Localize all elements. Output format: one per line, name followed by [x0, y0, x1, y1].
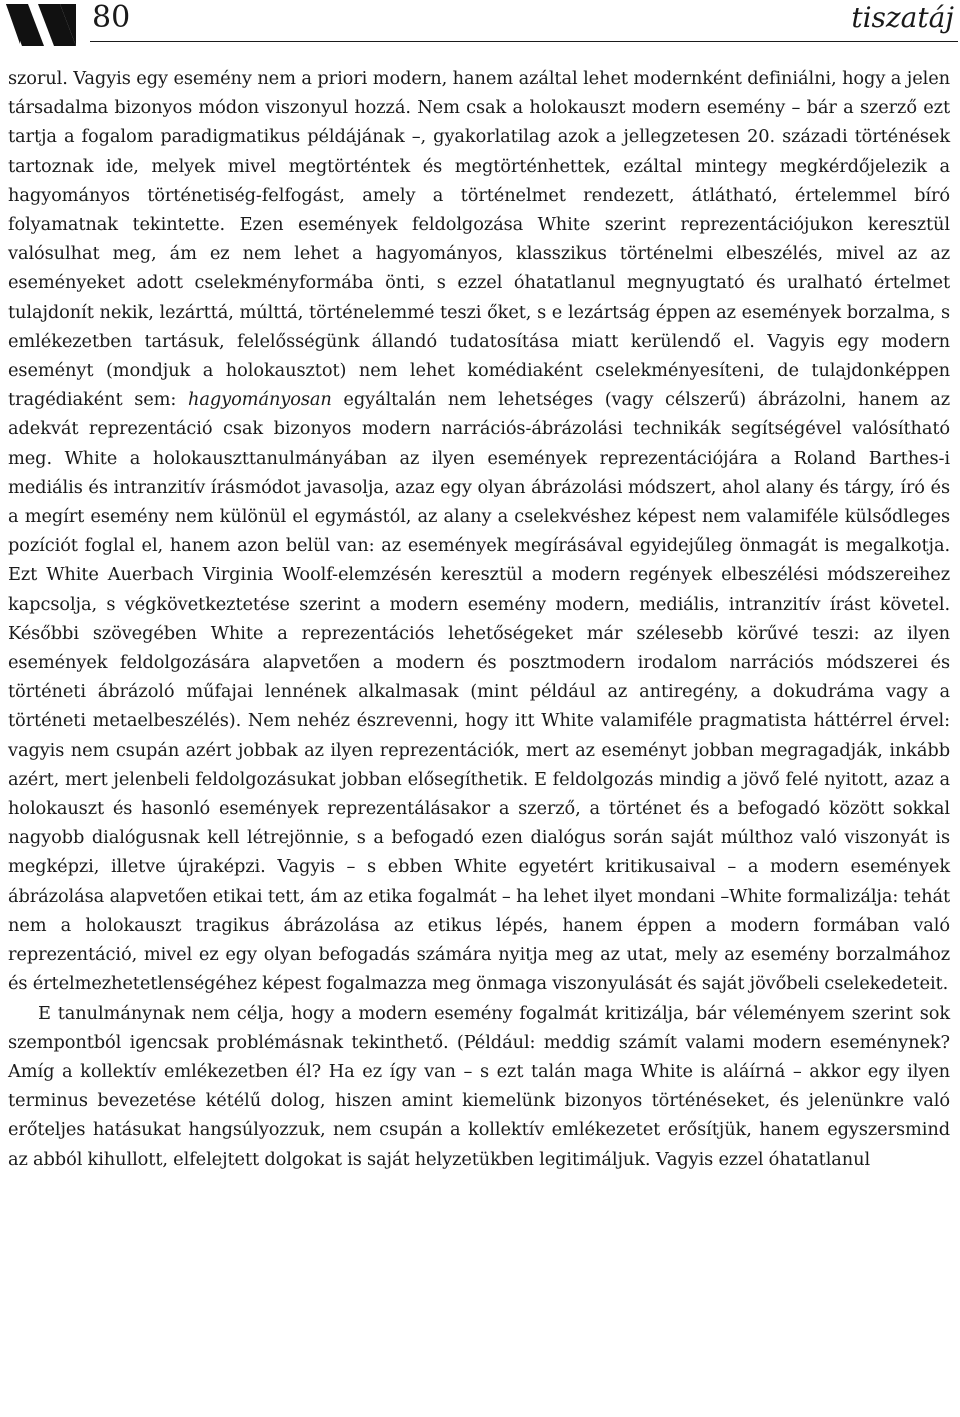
paragraph-1-text-b: egyáltalán nem lehetséges (vagy célszerű) ábrázolni, hanem az adekvát reprezentáció csak bizonyos modern narrációs-ábrázolási technikák segítségével valósítható meg. White a holokauszttanulmányában az ilyen események reprezentációjára a Roland Barthes-i mediális és intranzitív írásmódot javasolja, azaz egy olyan ábrázolási módszert, ahol alany és tárgy, író és a megírt esemény nem különül el egymástól, az alany a cselekvéshez képest nem valamiféle külsődleges pozíciót foglal el, hanem azon belül van: az események megírásával egyidejűleg önmagát is megalkotja. Ezt White Auerbach Virginia Woolf-elemzésén keresztül a modern regények elbeszélési módszereihez kapcsolja, s végkövetkeztetése szerint a modern esemény modern, mediális, intranzitív írást követel. Későbbi szövegében White a reprezentációs lehetőségeket már szélesebb körűvé teszi: az ilyen események feldolgozására alapvetően a modern és posztmodern irodalom narrációs módszerei és történeti ábrázoló műfajai lennének alkalmasak (mint például az antiregény, a dokudráma vagy a történeti metaelbeszélés). Nem nehéz észrevenni, hogy itt White valamiféle pragmatista háttérrel érvel: vagyis nem csupán azért jobbak az ilyen reprezentációk, mert az eseményt jobban megragadják, inkább azért, mert jelenbeli feldolgozásukat jobban elősegíthetik. E feldolgozás mindig a jövő felé nyitott, azaz a holokauszt és hasonló események reprezentálásakor a szerző, a történet és a befogadó között sokkal nagyobb dialógusnak kell létrejönnie, s a befogadó ezen dialógus során saját múlthoz való viszonyát is megképzi, illetve újraképzi. Vagyis – s ebben White egyetért kritikusaival – a modern események ábrázolása alapvetően etikai tett, ám az etika fogalmát – ha lehet ilyet mondani –White formalizálja: tehát nem a holokauszt tragikus ábrázolása az etikus lépés, hanem éppen a modern formában való reprezentáció, mivel ez egy olyan befogadás számára nyitja meg az utat, mely az esemény borzalmához és értelmezhetetlenségéhez képest fogalmazza meg önmaga viszonyulását és saját jövőbeli cselekedeteit. — [8, 389, 950, 995]
journal-title: tiszatáj — [851, 1, 954, 34]
emphasis-hagyomanyosan: hagyományosan — [188, 389, 332, 411]
paragraph-1 — [8, 64, 950, 999]
double-chevron-logo-icon — [6, 4, 78, 46]
running-header — [0, 0, 960, 50]
page-number: 80 — [92, 0, 131, 35]
paragraph-1-text-a: szorul. Vagyis egy esemény nem a priori modern, hanem azáltal lehet modernként definiálni, hogy a jelen társadalma bizonyos módon viszonyul hozzá. Nem csak a holokauszt modern esemény – bár a szerző ezt tartja a fogalom paradigmatikus példájának –, gyakorlatilag azok a jellegzetesen 20. századi történések tartoznak ide, melyek mivel megtörténtek és megtörténhettek, ezáltal mintegy megkérdőjelezik a hagyományos történetiség-felfogást, amely a történelmet rendezett, átlátható, értelemmel bíró folyamatnak tekintette. Ezen események feldolgozása White szerint reprezentációjukon keresztül valósulhat meg, ám ez nem lehet a hagyományos, klasszikus történelmi elbeszélés, mivel az az eseményeket adott cselekményformába önti, s ezzel óhatatlanul megnyugtató és uralható értelmet tulajdonít nekik, lezárttá, múlttá, történelemmé teszi őket, s e lezártság éppen az események borzalma, s emlékezetben tartásuk, felelősségünk állandó tudatosítása miatt kerülendő el. Vagyis egy modern eseményt (mondjuk a holokausztot) nem lehet komédiaként cselekményesíteni, de tulajdonképpen tragédiaként sem: — [8, 68, 950, 411]
paragraph-2: E tanulmánynak nem célja, hogy a modern esemény fogalmát kritizálja, bár véleményem szerint sok szempontból igencsak problémásnak tekinthető. (Például: meddig számít valami modern eseménynek? Amíg a kollektív emlékezetben él? Ha ez így van – s ezt talán maga White is aláírná – akkor egy ilyen terminus bevezetése kétélű dolog, hiszen amint kiemelünk bizonyos történéseket, és jelenünkre való erőteljes hatásukat hangsúlyozzuk, nem csupán a kollektív emlékezetet erősítjük, hanem egyszersmind az abból kihullott, elfelejtett dolgokat is saját helyzetükben legitimáljuk. Vagyis ezzel óhatatlanul — [8, 1002, 950, 1170]
header-rule — [90, 41, 958, 42]
article-body — [8, 64, 950, 1174]
